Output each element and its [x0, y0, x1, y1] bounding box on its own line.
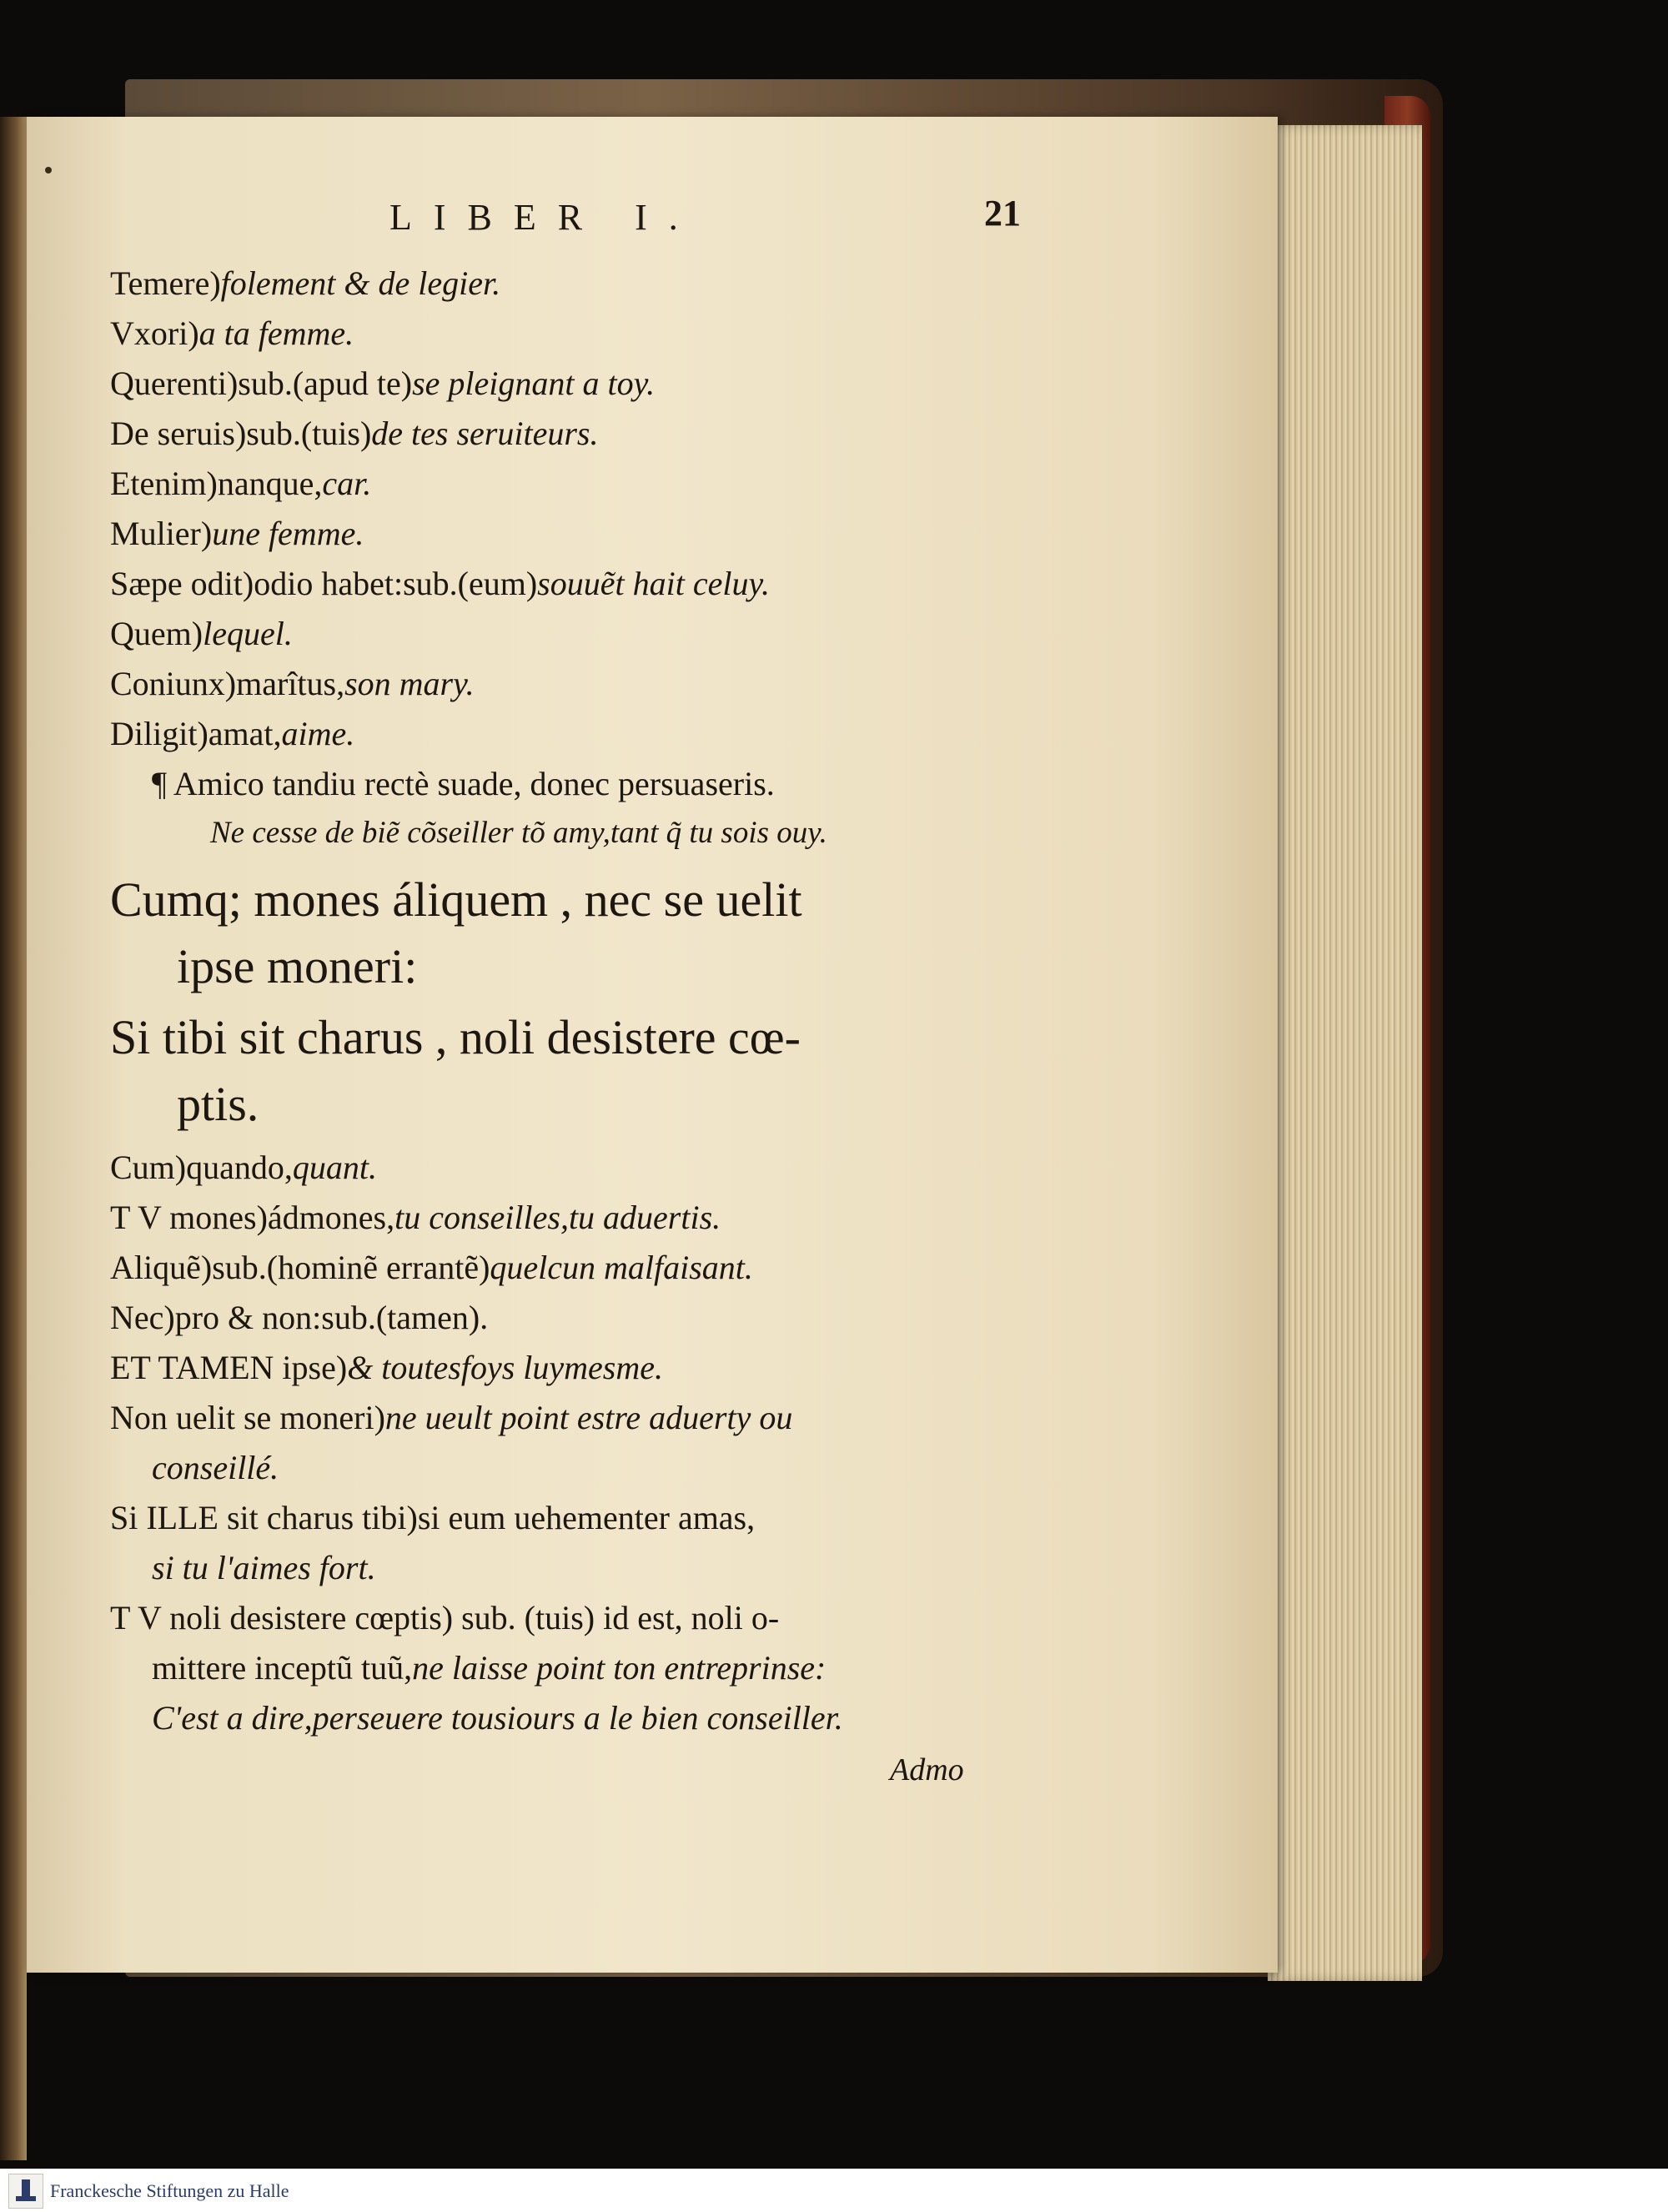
commentary-line: Si ILLE sit charus tibi)si eum uehementer amas,: [110, 1499, 756, 1536]
verse-line-1: Cumq; mones áliquem , nec se uelit: [110, 872, 802, 927]
verse-line-3: Si tibi sit charus , noli desistere cœ-: [110, 1010, 801, 1064]
institution-logo-icon: [8, 2174, 43, 2209]
page-edges: [1268, 125, 1422, 1981]
gloss-line: Coniunx)marîtus,son mary.: [110, 665, 475, 702]
commentary-line: T V noli desistere cœptis) sub. (tuis) id est, noli o-: [110, 1599, 780, 1636]
page-number: 21: [984, 193, 1021, 234]
gloss-line: De seruis)sub.(tuis)de tes seruiteurs.: [110, 415, 599, 452]
gloss-line: Etenim)nanque,car.: [110, 465, 372, 502]
commentary-line: Cum)quando,quant.: [110, 1149, 377, 1186]
commentary-line: C'est a dire,perseuere tousiours a le bien conseiller.: [152, 1699, 843, 1737]
proverb-latin: ¶ Amico tandiu rectè suade, donec persuaseris.: [152, 765, 775, 802]
gloss-line: Mulier)une femme.: [110, 515, 364, 552]
commentary-line: Nec)pro & non:sub.(tamen).: [110, 1299, 489, 1336]
gloss-line: Querenti)sub.(apud te)se pleignant a toy.: [110, 364, 656, 402]
gloss-line: Vxori)a ta femme.: [110, 314, 354, 352]
catchword: Admo: [890, 1752, 964, 1787]
commentary-line: Non uelit se moneri)ne ueult point estre aduerty ou: [110, 1399, 793, 1436]
proverb-french: Ne cesse de biẽ cõseiller tõ amy,tant q̃ tu sois ouy.: [210, 816, 827, 850]
commentary-line: Aliquẽ)sub.(hominẽ errantẽ)quelcun malfaisant.: [110, 1249, 753, 1286]
ink-speck: [45, 167, 52, 173]
page-text: [27, 117, 1278, 1973]
gloss-line: Temere)folement & de legier.: [110, 264, 501, 302]
commentary-line: mittere inceptũ tuũ,ne laisse point ton entreprinse:: [152, 1649, 826, 1687]
commentary-line: conseillé.: [152, 1449, 279, 1486]
commentary-line: ET TAMEN ipse)& toutesfoys luymesme.: [110, 1349, 663, 1386]
institution-name: Franckesche Stiftungen zu Halle: [50, 2180, 289, 2201]
verse-line-2: ipse moneri:: [177, 939, 418, 993]
previous-page-edge: [0, 117, 27, 2160]
commentary-line: T V mones)ádmones,tu conseilles,tu aduertis.: [110, 1199, 721, 1236]
footer-bar: [0, 2169, 1668, 2212]
gloss-line: Sæpe odit)odio habet:sub.(eum)souuẽt hait celuy.: [110, 565, 770, 602]
book-page: [27, 117, 1278, 1973]
verse-line-4: ptis.: [177, 1077, 259, 1131]
gloss-line: Diligit)amat,aime.: [110, 715, 355, 752]
commentary-line: si tu l'aimes fort.: [152, 1549, 376, 1586]
gloss-line: Quem)lequel.: [110, 615, 293, 652]
running-head: LIBER I.: [389, 197, 700, 238]
